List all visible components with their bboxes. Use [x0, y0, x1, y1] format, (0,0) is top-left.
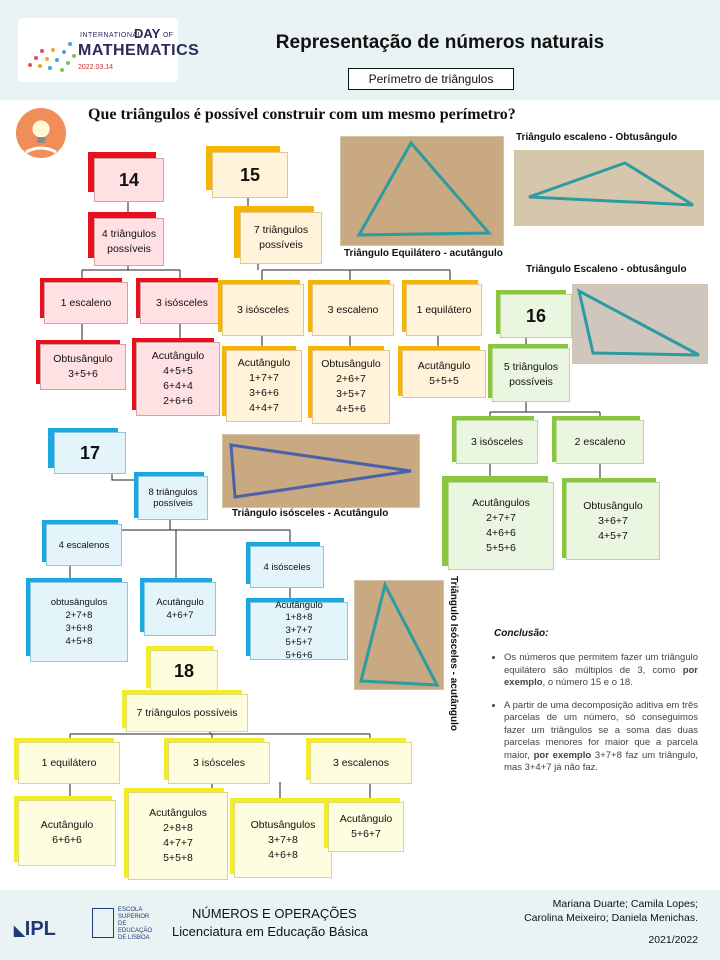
- count-14: 4 triângulos possíveis: [101, 228, 157, 255]
- caption-scalene-1: Triângulo escaleno - Obtusângulo: [516, 132, 678, 143]
- count-card-17: [138, 476, 208, 520]
- logo-day: DAY: [134, 26, 161, 41]
- class-card-15-c: [402, 350, 486, 398]
- conclusion-title: Conclusão:: [494, 628, 549, 639]
- photo-scalene-2: [572, 284, 708, 364]
- photo-isosceles-1: [222, 434, 420, 508]
- type-card-14-b: [140, 282, 224, 324]
- sum-18-a-0: 6+6+6: [52, 834, 82, 846]
- class-16-a: Acutângulos: [472, 497, 530, 509]
- lightbulb-icon: [16, 108, 66, 158]
- class-15-c: Acutângulo: [417, 360, 471, 372]
- sum-17-c-3: 5+6+6: [285, 649, 313, 661]
- conclusion-1b: por exemplo: [504, 664, 698, 688]
- sum-16-a-0: 2+7+7: [486, 512, 516, 524]
- sum-17-a-2: 4+5+8: [65, 636, 93, 647]
- day-of-mathematics-logo: [18, 18, 200, 82]
- type-14-b: 3 isósceles: [156, 296, 208, 309]
- school-crest-icon: [92, 908, 114, 938]
- number-card-15: [212, 152, 288, 198]
- sum-15-b-1: 3+5+7: [336, 388, 366, 400]
- sum-15-a-2: 4+4+7: [249, 402, 279, 414]
- class-card-17-c: [250, 599, 348, 661]
- sum-14-b-2: 2+6+6: [163, 395, 193, 407]
- type-card-14-a: [44, 282, 128, 324]
- sum-18-b-2: 5+5+8: [163, 852, 193, 864]
- count-16: 5 triângulos possíveis: [503, 361, 559, 388]
- conclusion-item-1: [504, 652, 698, 690]
- type-card-15-c: [406, 284, 482, 336]
- count-15: 7 triângulos possíveis: [253, 224, 309, 251]
- photo-scalene-1: [514, 150, 704, 226]
- type-15-a: 3 isósceles: [237, 303, 289, 316]
- ipl-text: IPL: [24, 918, 56, 940]
- sum-18-c-0: 3+7+8: [268, 833, 298, 846]
- type-card-16-b: [556, 420, 644, 464]
- type-15-b: 3 escaleno: [327, 303, 379, 316]
- sum-18-b-1: 4+7+7: [163, 837, 193, 849]
- sum-15-a-0: 1+7+7: [249, 372, 279, 384]
- sum-18-d-0: 5+6+7: [351, 828, 381, 840]
- class-17-a: obtusângulos: [50, 597, 108, 608]
- class-card-15-a: [226, 350, 302, 422]
- count-17: 8 triângulos possíveis: [148, 487, 198, 509]
- number-card-16: [500, 294, 572, 338]
- class-card-18-c: [234, 802, 332, 878]
- sum-14-b-1: 6+4+4: [163, 380, 193, 392]
- conclusion-1c: , o número 15 e o 18.: [542, 677, 633, 688]
- page-title: Representação de números naturais: [275, 32, 605, 53]
- logo-mathematics: MATHEMATICS: [78, 42, 200, 59]
- sum-17-c-1: 3+7+7: [285, 624, 313, 636]
- number-18: 18: [173, 660, 195, 681]
- class-card-18-d: [328, 802, 404, 852]
- type-17-c: 4 isósceles: [263, 561, 311, 573]
- type-card-16-a: [456, 420, 538, 464]
- class-card-16-b: [566, 482, 660, 560]
- type-18-b: 3 isósceles: [193, 756, 245, 769]
- number-card-14: [94, 158, 164, 202]
- class-card-18-b: [128, 792, 228, 880]
- logo-date: 2022.03.14: [78, 64, 114, 71]
- conclusion-item-2: [504, 700, 698, 775]
- count-card-14: [94, 218, 164, 266]
- type-card-18-a: [18, 742, 120, 784]
- ipl-mark-icon: ◣: [14, 922, 25, 938]
- footer-authors-2: Carolina Meixeiro; Daniela Menichas.: [524, 912, 698, 924]
- type-16-a: 3 isósceles: [471, 435, 523, 448]
- class-card-16-a: [448, 482, 554, 570]
- type-17-a: 4 escalenos: [58, 539, 110, 551]
- caption-isosceles-1: Triângulo isósceles - Acutângulo: [232, 508, 389, 519]
- number-card-17: [54, 432, 126, 474]
- number-14: 14: [118, 169, 140, 190]
- sum-16-a-2: 5+5+6: [486, 542, 516, 554]
- class-17-b: Acutângulo: [156, 597, 204, 608]
- sum-16-b-1: 4+5+7: [598, 529, 628, 542]
- footer-year: 2021/2022: [648, 934, 698, 946]
- number-17: 17: [79, 442, 101, 463]
- class-card-17-b: [144, 582, 216, 636]
- sum-17-c-2: 5+5+7: [285, 637, 313, 649]
- sum-17-b-0: 4+6+7: [166, 610, 194, 621]
- sum-16-b-0: 3+6+7: [598, 514, 628, 527]
- conclusion-2b: por exemplo: [533, 749, 592, 761]
- type-card-18-b: [168, 742, 270, 784]
- footer-course-subtitle: Licenciatura em Educação Básica: [172, 924, 368, 939]
- photo-equilateral: [340, 136, 504, 246]
- class-16-b: Obtusângulo: [583, 499, 643, 512]
- main-question: Que triângulos é possível construir com um mesmo perímetro?: [88, 106, 516, 123]
- type-14-a: 1 escaleno: [60, 296, 112, 309]
- type-15-c: 1 equilátero: [416, 303, 472, 316]
- type-card-15-b: [312, 284, 394, 336]
- ipl-logo: [14, 918, 56, 941]
- caption-isosceles-2: Triângulo Isósceles - acutângulo: [448, 576, 459, 732]
- type-16-b: 2 escaleno: [574, 435, 626, 448]
- type-card-17-c: [250, 546, 324, 588]
- class-18-b: Acutângulos: [149, 807, 207, 819]
- class-15-b: Obtusângulo: [321, 358, 381, 370]
- class-17-c: Acutângulo: [275, 599, 323, 611]
- class-14-a: Obtusângulo: [53, 353, 113, 365]
- logo-of: OF: [163, 32, 173, 39]
- type-card-18-c: [310, 742, 412, 784]
- class-18-a: Acutângulo: [40, 819, 94, 831]
- conclusion-1a: Os números que permitem fazer um triângulo equilátero são múltiplos de 3, como: [504, 652, 698, 676]
- page-subtitle: Perímetro de triângulos: [348, 68, 514, 90]
- sum-16-a-1: 4+6+6: [486, 527, 516, 539]
- class-card-14-a: [40, 344, 126, 390]
- sum-14-a-0: 3+5+6: [68, 368, 98, 380]
- type-card-17-a: [46, 524, 122, 566]
- count-card-15: [240, 212, 322, 264]
- type-18-a: 1 equilátero: [41, 756, 97, 769]
- sum-15-c-0: 5+5+5: [429, 375, 459, 387]
- class-card-18-a: [18, 800, 116, 866]
- sum-15-b-2: 4+5+6: [336, 403, 366, 415]
- sum-17-a-0: 2+7+8: [65, 610, 93, 621]
- type-18-c: 3 escalenos: [332, 756, 390, 769]
- count-card-18: [126, 694, 248, 732]
- sum-17-c-0: 1+8+8: [285, 612, 313, 624]
- sum-14-b-0: 4+5+5: [163, 365, 193, 377]
- footer-course-title: NÚMEROS E OPERAÇÕES: [192, 906, 357, 921]
- conclusion-2a: A partir de uma decomposição aditiva em três parcelas de um número, só conseguimos fazer um triângulos se a soma das duas parcelas menores for maior que a parcela maior,: [504, 699, 698, 761]
- count-18: 7 triângulos possíveis: [136, 706, 238, 719]
- conclusion-list: [492, 652, 698, 785]
- caption-scalene-2: Triângulo Escaleno - obtusângulo: [526, 264, 687, 275]
- class-card-14-b: [136, 342, 220, 416]
- class-card-15-b: [312, 350, 390, 424]
- class-18-d: Acutângulo: [339, 813, 393, 825]
- count-card-16: [492, 348, 570, 402]
- logo-international: INTERNATIONAL: [80, 32, 142, 39]
- sum-17-a-1: 3+6+8: [65, 623, 93, 634]
- footer-authors-1: Mariana Duarte; Camila Lopes;: [552, 898, 698, 910]
- school-name: ESCOLA SUPERIOR DE EDUCAÇÃO DE LISBOA: [118, 907, 153, 941]
- class-14-b: Acutângulo: [151, 350, 205, 362]
- sum-15-a-1: 3+6+6: [249, 387, 279, 399]
- caption-equilateral: Triângulo Equilátero - acutângulo: [344, 248, 503, 259]
- number-16: 16: [525, 305, 547, 326]
- number-15: 15: [239, 164, 261, 185]
- class-card-17-a: [30, 582, 128, 662]
- photo-isosceles-2: [354, 580, 444, 690]
- class-18-c: Obtusângulos: [250, 818, 316, 831]
- sum-15-b-0: 2+6+7: [336, 373, 366, 385]
- sum-18-c-1: 4+6+8: [268, 848, 298, 861]
- dots-logo-icon: [20, 20, 80, 80]
- class-15-a: Acutângulo: [237, 357, 291, 369]
- type-card-15-a: [222, 284, 304, 336]
- conclusion-2c: 3+7+8 faz um triângulo, mas 3+4+7 já não faz.: [504, 749, 698, 773]
- number-card-18: [150, 650, 218, 692]
- sum-18-b-0: 2+8+8: [163, 822, 193, 834]
